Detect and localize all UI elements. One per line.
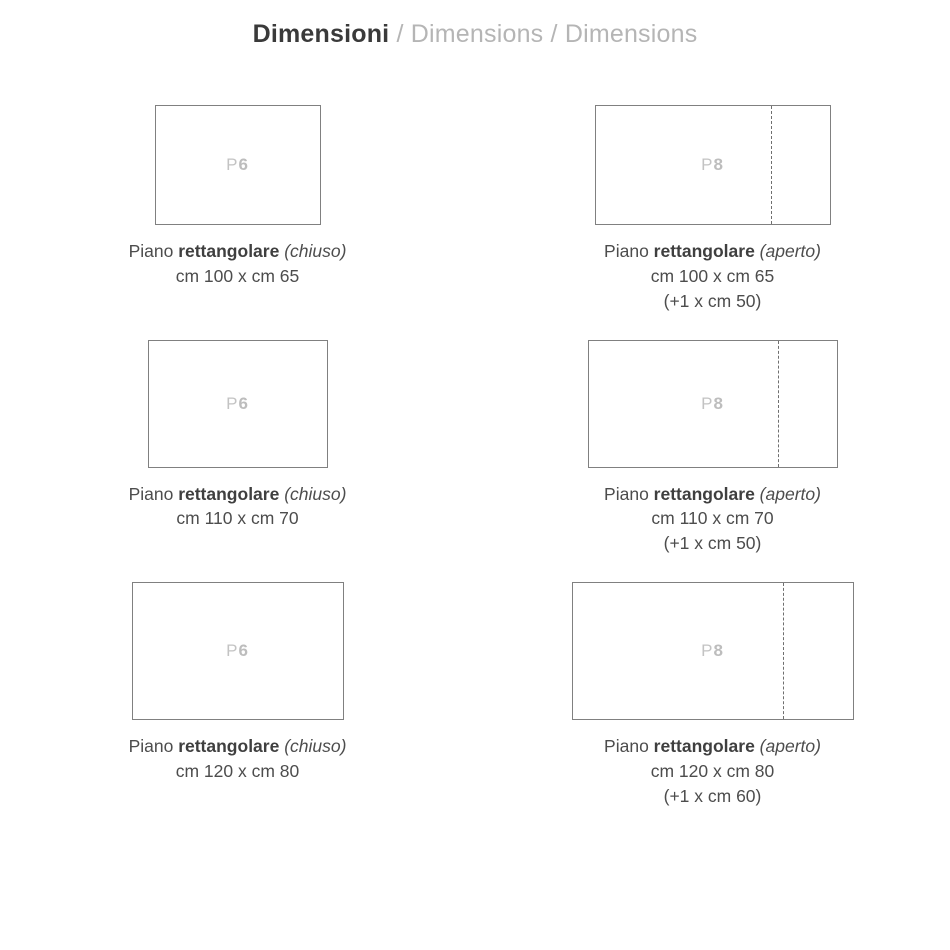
extension-divider-line (783, 583, 784, 719)
figure-closed-110x70 (148, 340, 328, 468)
caption (129, 239, 347, 289)
dimensions-grid (0, 105, 950, 809)
caption-extension: (+1 x cm 60) (663, 785, 762, 806)
caption-shape: rettangolare (653, 736, 755, 757)
table-top-code: P6 (226, 393, 249, 413)
page-title-english-1: Dimensions (410, 20, 544, 48)
table-top-code: P6 (226, 155, 249, 174)
title-separator-1: / (389, 20, 411, 48)
caption-shape: rettangolare (178, 736, 280, 757)
title-separator-2: / (543, 20, 565, 48)
table-top-shape (588, 340, 838, 468)
caption-shape: rettangolare (178, 241, 280, 261)
page-title-english-2: Dimensions (564, 20, 698, 48)
caption-state: (chiuso) (279, 736, 347, 757)
caption-prefix: Piano (128, 736, 179, 757)
caption-extension: (+1 x cm 50) (663, 533, 762, 554)
dimension-item-open-110x70 (475, 340, 950, 557)
dimension-item-open-120x80 (475, 582, 950, 809)
page-title-italian: Dimensioni (252, 20, 390, 48)
figure-open-100x65 (595, 105, 831, 225)
table-top-shape (155, 105, 321, 225)
caption-state: (chiuso) (279, 483, 347, 504)
table-top-shape (132, 582, 344, 720)
table-top-code: P8 (701, 155, 724, 174)
caption-prefix: Piano (604, 483, 654, 504)
caption-prefix: Piano (128, 483, 179, 504)
table-top-code: P6 (226, 641, 249, 661)
figure-closed-120x80 (132, 582, 344, 720)
dimensions-row (0, 340, 950, 557)
figure-open-110x70 (588, 340, 838, 468)
caption (129, 482, 347, 532)
page-title (0, 0, 950, 49)
caption-shape: rettangolare (178, 483, 280, 504)
caption-size: cm 120 x cm 80 (175, 760, 300, 781)
table-top-code: P8 (701, 641, 724, 661)
table-top-shape (572, 582, 854, 720)
dimensions-row (0, 582, 950, 809)
caption-prefix: Piano (128, 241, 179, 261)
caption-shape: rettangolare (653, 241, 755, 261)
dimension-item-closed-120x80 (0, 582, 475, 809)
table-top-shape (148, 340, 328, 468)
dimension-item-closed-100x65 (0, 105, 475, 314)
caption (604, 482, 821, 557)
caption-shape: rettangolare (653, 483, 755, 504)
dimensions-row (0, 105, 950, 314)
caption-size: cm 120 x cm 80 (650, 760, 775, 781)
table-top-code: P8 (701, 393, 724, 413)
extension-divider-line (771, 106, 772, 224)
caption-prefix: Piano (604, 241, 654, 261)
caption-size: cm 110 x cm 70 (176, 508, 299, 529)
caption-prefix: Piano (604, 736, 654, 757)
caption (604, 734, 821, 809)
dimension-item-open-100x65 (475, 105, 950, 314)
caption-size: cm 100 x cm 65 (175, 265, 300, 286)
caption-state: (aperto) (754, 736, 821, 757)
caption-state: (chiuso) (279, 241, 347, 261)
caption (129, 734, 347, 784)
caption-state: (aperto) (754, 483, 821, 504)
figure-closed-100x65 (155, 105, 321, 225)
table-top-shape (595, 105, 831, 225)
caption (604, 239, 821, 314)
dimension-item-closed-110x70 (0, 340, 475, 557)
caption-extension: (+1 x cm 50) (663, 290, 762, 311)
caption-state: (aperto) (754, 241, 821, 261)
extension-divider-line (778, 341, 779, 467)
figure-open-120x80 (572, 582, 854, 720)
caption-size: cm 110 x cm 70 (651, 508, 774, 529)
caption-size: cm 100 x cm 65 (650, 265, 775, 286)
